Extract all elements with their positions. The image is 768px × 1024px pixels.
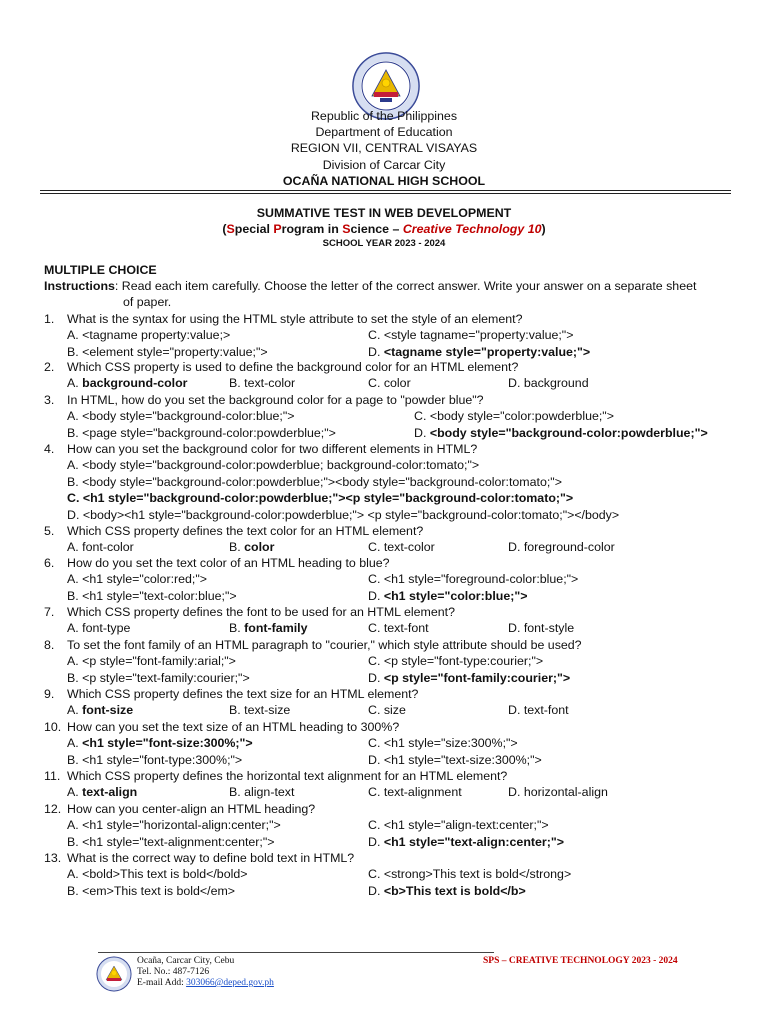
question-number: 7. (44, 605, 55, 619)
question-number: 1. (44, 312, 55, 326)
option-b: B. <h1 style="text-alignment:center;"> (67, 834, 275, 849)
question-text: What is the correct way to define bold text in HTML? (67, 851, 355, 865)
option-a: A. <p style="font-family:arial;"> (67, 654, 236, 669)
option-d (368, 344, 590, 360)
question-text: How do you set the text color of an HTML heading to blue? (67, 556, 390, 570)
option-b: B. text-size (229, 703, 291, 718)
option-d: D. text-font (508, 703, 569, 718)
option-b: B. <em>This text is bold</em> (67, 883, 236, 898)
question-number: 3. (44, 393, 55, 407)
question-number: 2. (44, 360, 55, 374)
school-year: SCHOOL YEAR 2023 - 2024 (322, 238, 446, 249)
footer-program: SPS – CREATIVE TECHNOLOGY 2023 - 2024 (483, 956, 678, 966)
section-heading: MULTIPLE CHOICE (44, 263, 157, 277)
question-number: 6. (44, 556, 55, 570)
option-c: C. <h1 style="size:300%;"> (368, 736, 518, 751)
option-a: A. <body style="background-color:blue;"> (67, 409, 295, 424)
correct-answer: font-family (244, 621, 308, 636)
option-d (368, 883, 526, 899)
option-a (67, 735, 253, 751)
option-b (229, 620, 307, 636)
correct-answer: font-size (82, 703, 134, 718)
option-a: A. <tagname property:value;> (67, 328, 231, 343)
question-number: 10. (44, 720, 62, 734)
option-a: A. <bold>This text is bold</bold> (67, 867, 248, 882)
school-name: OCAÑA NATIONAL HIGH SCHOOL (282, 174, 486, 188)
program-subtitle: (Special Program in Science – Creative Technology 10) (222, 222, 546, 236)
option-d (414, 425, 708, 441)
question-text: How can you set the background color for two different elements in HTML? (67, 442, 478, 456)
option-letter: A. (67, 376, 83, 391)
option-c: C. <p style="font-type:courier;"> (368, 654, 544, 669)
question-text: Which CSS property defines the text size for an HTML element? (67, 687, 419, 701)
option-d: D. <body><h1 style="background-color:powderblue;"> <p style="background-color:tomato;"></body> (67, 507, 620, 522)
option-d: D. font-style (508, 621, 575, 636)
option-letter: D. (368, 883, 384, 898)
option-a (67, 375, 187, 391)
correct-answer: color (244, 540, 275, 555)
option-d: D. <h1 style="text-size:300%;"> (368, 752, 542, 767)
correct-answer: background-color (82, 376, 188, 391)
option-c: C. text-alignment (368, 785, 462, 800)
option-c: C. <h1 style="foreground-color:blue;"> (368, 572, 579, 587)
question-number: 12. (44, 802, 62, 816)
instructions: Instructions: Read each item carefully. Choose the letter of the correct answer. Write your answer on a separate sheet of paper. (44, 279, 697, 310)
question-text: How can you center-align an HTML heading? (67, 802, 316, 816)
option-b: B. <h1 style="font-type:300%;"> (67, 752, 243, 767)
option-letter: D. (368, 588, 384, 603)
option-a: A. font-type (67, 621, 131, 636)
question-number: 11. (44, 769, 61, 783)
option-c: C. color (368, 376, 411, 391)
option-c: C. <strong>This text is bold</strong> (368, 867, 572, 882)
option-letter: B. (229, 540, 245, 555)
option-c: C. <h1 style="background-color:powderblue;"><p style="background-color:tomato;"> (67, 491, 574, 506)
option-d: D. background (508, 376, 589, 391)
correct-answer: text-align (82, 785, 138, 800)
option-letter: D. (368, 834, 384, 849)
option-c: C. <style tagname="property:value;"> (368, 328, 574, 343)
test-title: SUMMATIVE TEST IN WEB DEVELOPMENT (256, 206, 512, 220)
correct-answer: <h1 style="text-align:center;"> (383, 834, 564, 849)
correct-answer: <h1 style="font-size:300%;"> (82, 736, 253, 751)
question-text: How can you set the text size of an HTML heading to 300%? (67, 720, 400, 734)
footer-rule (98, 952, 494, 953)
option-d: D. foreground-color (508, 540, 615, 555)
option-c: C. text-color (368, 540, 435, 555)
option-b: B. <p style="text-family:courier;"> (67, 670, 250, 685)
question-text: To set the font family of an HTML paragraph to "courier," which style attribute should be used? (67, 638, 582, 652)
email-link[interactable]: 303066@deped.gov.ph (186, 978, 274, 988)
option-a: A. <h1 style="color:red;"> (67, 572, 208, 587)
question-number: 8. (44, 638, 55, 652)
option-b: B. <element style="property:value;"> (67, 344, 268, 359)
question-text: Which CSS property defines the horizontal text alignment for an HTML element? (67, 769, 508, 783)
question-number: 5. (44, 524, 55, 538)
option-c: C. size (368, 703, 406, 718)
question-text: What is the syntax for using the HTML style attribute to set the style of an element? (67, 312, 523, 326)
correct-answer: <body style="background-color:powderblue;"> (429, 425, 708, 440)
option-c: C. text-font (368, 621, 429, 636)
option-a (67, 784, 137, 800)
option-b: B. text-color (229, 376, 296, 391)
correct-answer: <tagname style="property:value;"> (383, 344, 591, 359)
header-rule-bottom (40, 193, 731, 194)
option-letter: A. (67, 736, 83, 751)
option-letter: A. (67, 703, 83, 718)
header-rule-top (40, 190, 731, 191)
option-a (67, 702, 133, 718)
question-text: Which CSS property is used to define the background color for an HTML element? (67, 360, 519, 374)
footer-address: Ocaña, Carcar City, Cebu (137, 956, 235, 966)
option-c: C. <body style="color:powderblue;"> (414, 409, 614, 424)
option-b: B. <page style="background-color:powderblue;"> (67, 425, 336, 440)
option-d (368, 670, 570, 686)
header-region: REGION VII, CENTRAL VISAYAS (290, 141, 478, 155)
option-letter: A. (67, 785, 83, 800)
option-b (229, 539, 274, 555)
question-text: Which CSS property defines the font to be used for an HTML element? (67, 605, 455, 619)
correct-answer: <b>This text is bold</b> (383, 883, 526, 898)
question-text: Which CSS property defines the text color for an HTML element? (67, 524, 424, 538)
option-c: C. <h1 style="align-text:center;"> (368, 818, 549, 833)
option-b: B. align-text (229, 785, 295, 800)
question-text: In HTML, how do you set the background color for a page to "powder blue"? (67, 393, 484, 407)
correct-answer: <p style="font-family:courier;"> (383, 670, 571, 685)
footer-tel: Tel. No.: 487-7126 (137, 967, 210, 977)
option-letter: B. (229, 621, 245, 636)
header-republic: Republic of the Philippines (310, 109, 458, 123)
option-a: A. <h1 style="horizontal-align:center;"> (67, 818, 281, 833)
option-b: B. <body style="background-color:powderblue;"><body style="background-color:tomato;"> (67, 474, 562, 489)
question-number: 9. (44, 687, 55, 701)
header-division: Division of Carcar City (322, 158, 446, 172)
option-letter: D. (368, 670, 384, 685)
header-department: Department of Education (315, 125, 453, 139)
option-d (368, 588, 527, 604)
option-b: B. <h1 style="text-color:blue;"> (67, 588, 237, 603)
option-a: A. <body style="background-color:powderblue; background-color:tomato;"> (67, 458, 480, 473)
question-number: 13. (44, 851, 62, 865)
option-letter: D. (368, 344, 384, 359)
option-d (368, 834, 564, 850)
option-letter: D. (414, 425, 430, 440)
correct-answer: <h1 style="color:blue;"> (383, 588, 528, 603)
option-d: D. horizontal-align (508, 785, 608, 800)
deped-seal-icon (96, 956, 132, 992)
footer-email: E-mail Add: 303066@deped.gov.ph (137, 978, 274, 988)
question-number: 4. (44, 442, 55, 456)
option-a: A. font-color (67, 540, 134, 555)
